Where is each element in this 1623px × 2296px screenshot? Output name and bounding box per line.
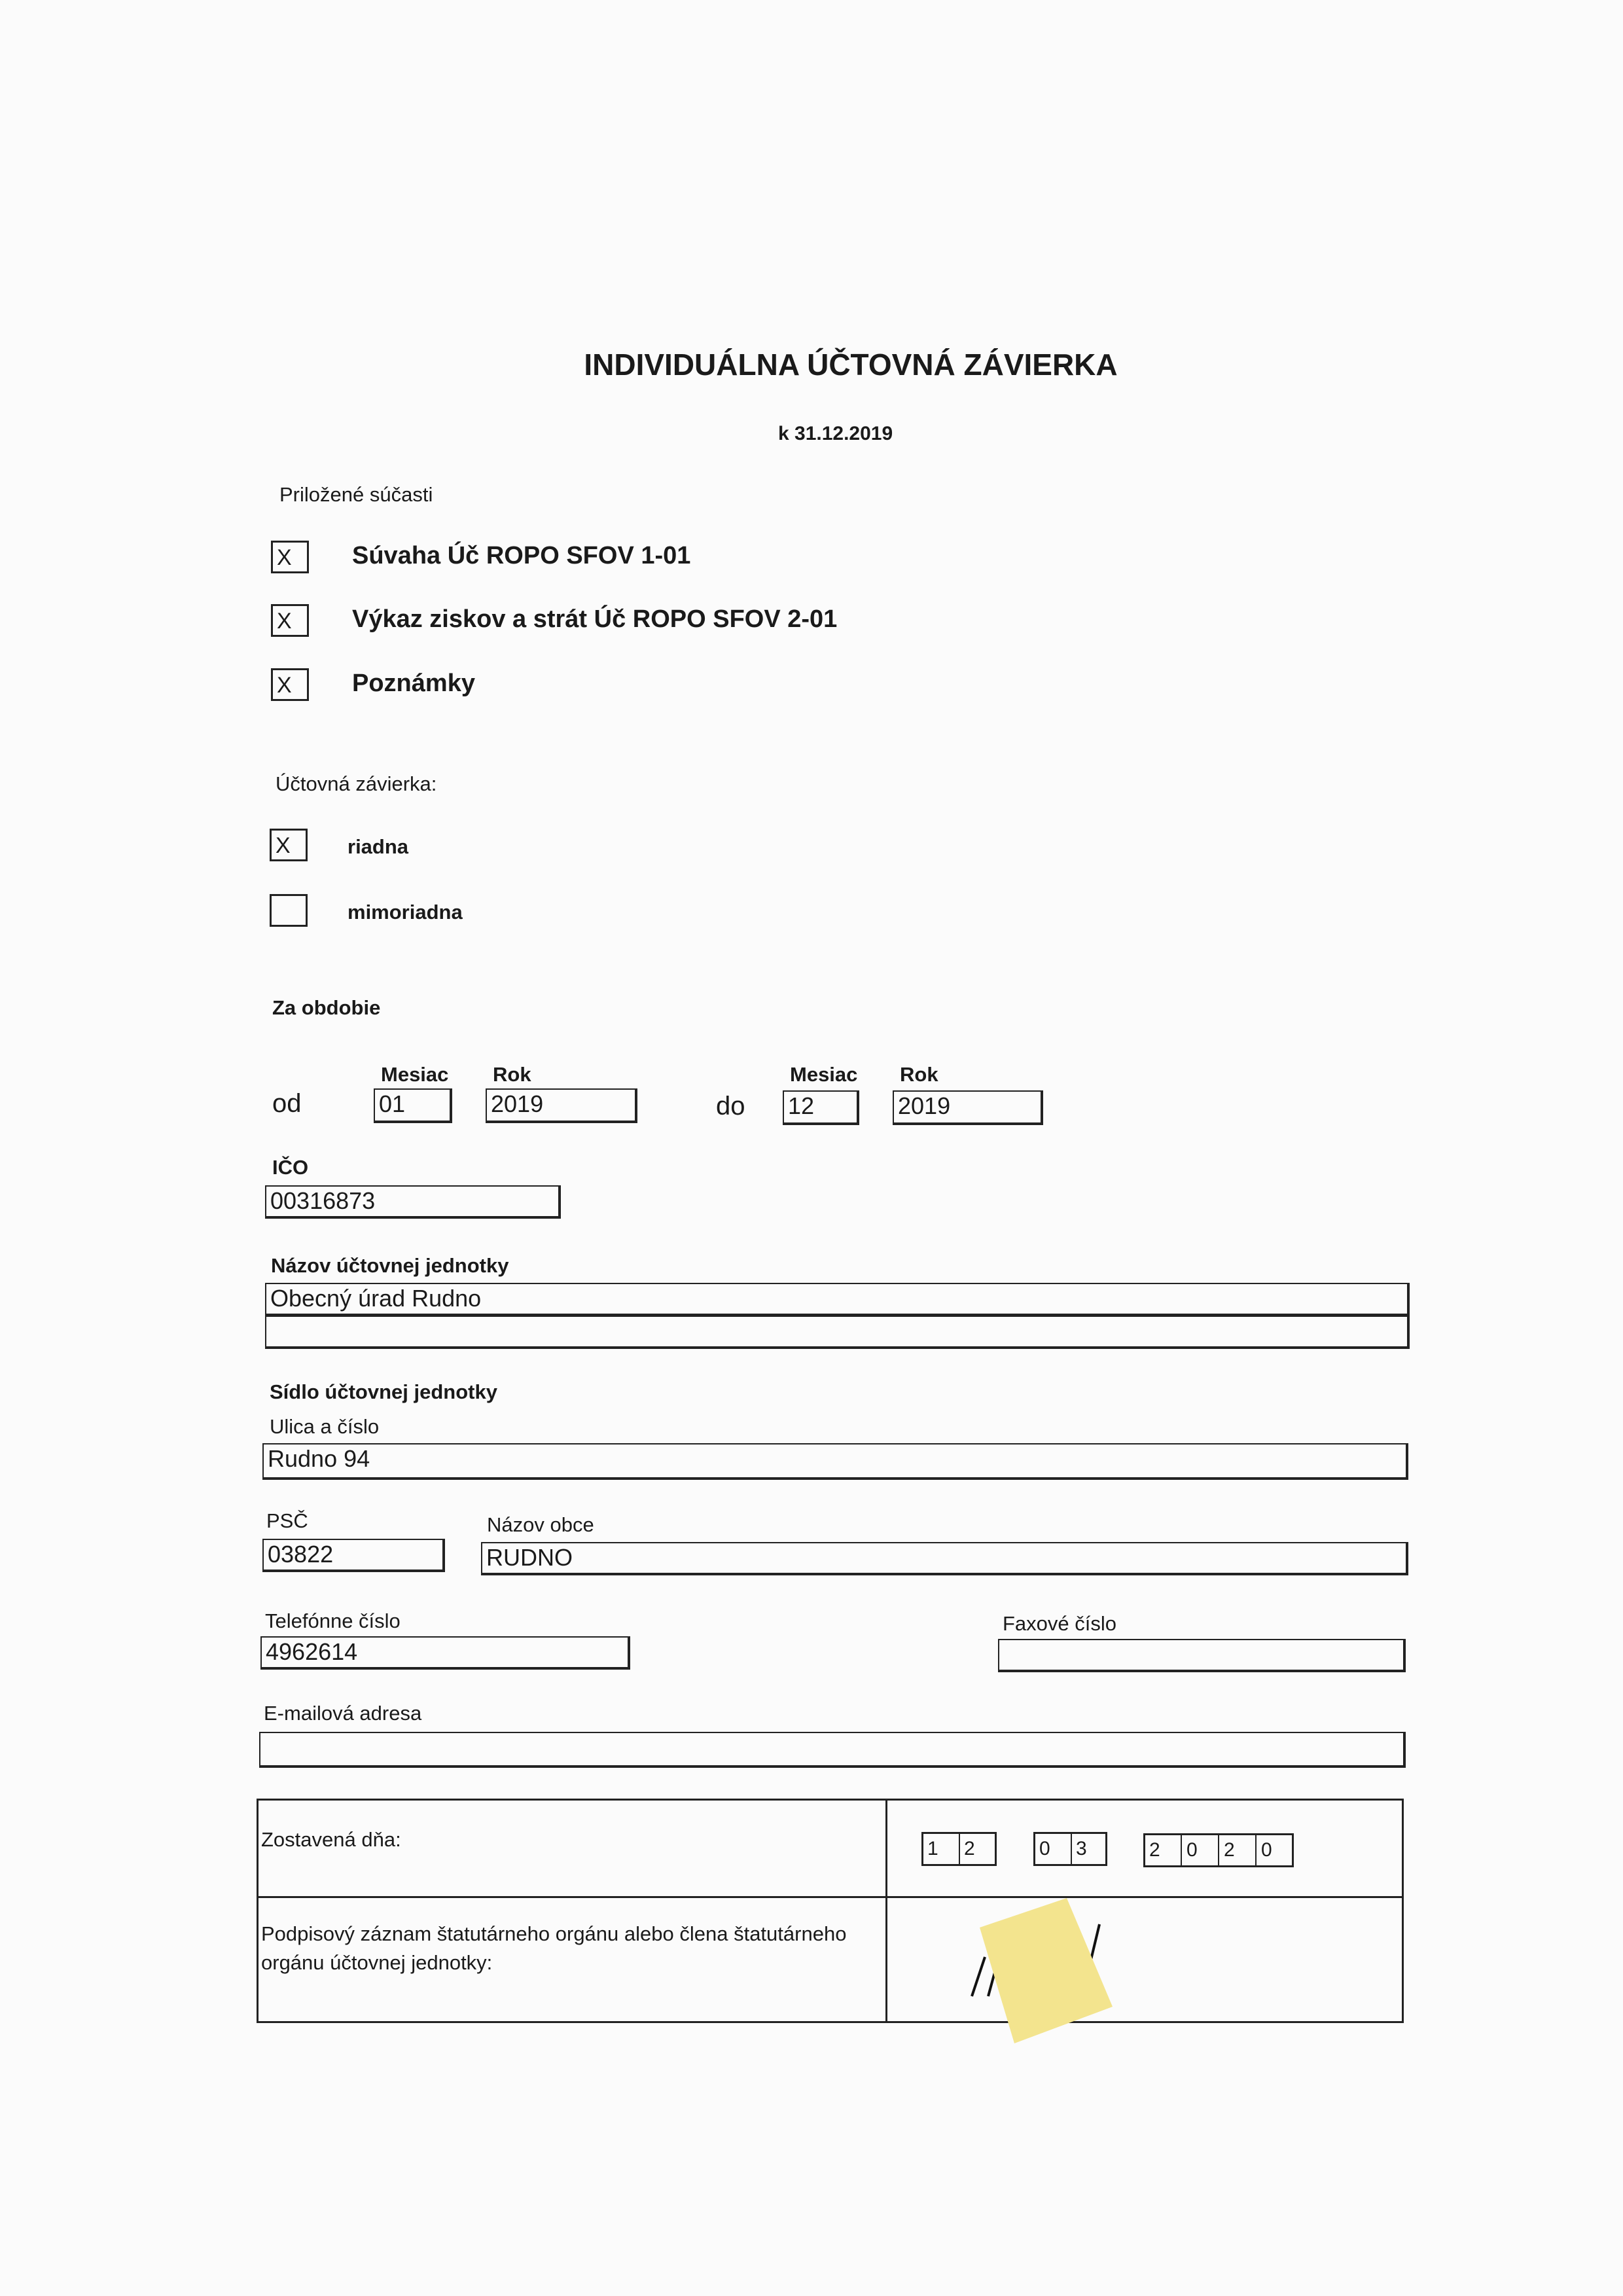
page-title: INDIVIDUÁLNA ÚČTOVNÁ ZÁVIERKA — [584, 348, 1118, 382]
from-month-label: Mesiac — [381, 1063, 449, 1086]
from-year-field[interactable]: 2019 — [486, 1088, 637, 1123]
label-income-statement: Výkaz ziskov a strát Úč ROPO SFOV 2-01 — [352, 605, 838, 633]
to-month-label: Mesiac — [790, 1063, 858, 1086]
to-year-field[interactable]: 2019 — [893, 1090, 1043, 1125]
period-label: Za obdobie — [272, 996, 381, 1019]
signoff-table — [257, 1799, 1404, 2023]
address-label: Sídlo účtovnej jednotky — [270, 1380, 497, 1403]
signature-label-2: orgánu účtovnej jednotky: — [261, 1951, 493, 1974]
zip-field[interactable]: 03822 — [262, 1539, 445, 1572]
label-balance-sheet: Súvaha Úč ROPO SFOV 1-01 — [352, 542, 691, 569]
signature-with-sticky-note — [949, 1885, 1145, 2062]
city-label: Názov obce — [487, 1513, 594, 1536]
entity-name-label: Názov účtovnej jednotky — [271, 1254, 509, 1277]
checkbox-balance-sheet[interactable]: X — [271, 541, 309, 573]
year-digit: 0 — [1261, 1839, 1272, 1861]
compiled-month-field[interactable] — [1033, 1832, 1107, 1866]
sticky-note — [980, 1898, 1113, 2043]
day-digit: 1 — [923, 1834, 960, 1864]
city-field[interactable]: RUDNO — [481, 1542, 1408, 1575]
month-digit: 3 — [1076, 1838, 1087, 1859]
compiled-year-field[interactable] — [1143, 1833, 1294, 1867]
attachments-label: Priložené súčasti — [279, 483, 433, 506]
year-digit: 2 — [1220, 1835, 1257, 1865]
entity-name-field-1[interactable]: Obecný úrad Rudno — [265, 1283, 1410, 1316]
to-label: do — [716, 1092, 745, 1121]
street-label: Ulica a číslo — [270, 1415, 380, 1438]
checkbox-income-statement[interactable]: X — [271, 604, 309, 637]
checkbox-notes[interactable]: X — [271, 668, 309, 701]
day-digit: 2 — [964, 1838, 975, 1859]
phone-field[interactable]: 4962614 — [260, 1636, 630, 1670]
table-divider-vertical — [885, 1801, 887, 2021]
compiled-day-field[interactable] — [921, 1832, 997, 1866]
fax-field[interactable] — [998, 1639, 1406, 1672]
compiled-label: Zostavená dňa: — [261, 1828, 401, 1851]
year-digit: 2 — [1145, 1835, 1182, 1865]
closing-type-label: Účtovná závierka: — [276, 772, 437, 795]
month-digit: 0 — [1035, 1834, 1072, 1864]
ico-field[interactable]: 00316873 — [265, 1185, 561, 1219]
to-month-field[interactable]: 12 — [783, 1090, 859, 1125]
entity-name-field-2[interactable] — [265, 1316, 1410, 1349]
checkbox-extraordinary[interactable] — [270, 894, 308, 927]
label-regular: riadna — [348, 835, 409, 858]
street-field[interactable]: Rudno 94 — [262, 1443, 1408, 1480]
from-year-label: Rok — [493, 1063, 531, 1086]
fax-label: Faxové číslo — [1003, 1612, 1117, 1635]
email-field[interactable] — [259, 1732, 1406, 1768]
email-label: E-mailová adresa — [264, 1702, 422, 1725]
checkbox-regular[interactable]: X — [270, 829, 308, 861]
statement-date: k 31.12.2019 — [778, 423, 893, 444]
phone-label: Telefónne číslo — [265, 1609, 401, 1632]
table-divider-horizontal — [259, 1896, 1402, 1898]
ico-label: IČO — [272, 1156, 309, 1179]
signature-label-1: Podpisový záznam štatutárneho orgánu alebo člena štatutárneho — [261, 1922, 847, 1945]
label-notes: Poznámky — [352, 670, 475, 697]
zip-label: PSČ — [266, 1509, 308, 1532]
year-digit: 0 — [1183, 1835, 1219, 1865]
to-year-label: Rok — [900, 1063, 938, 1086]
label-extraordinary: mimoriadna — [348, 901, 463, 924]
from-label: od — [272, 1089, 302, 1118]
from-month-field[interactable]: 01 — [374, 1088, 452, 1123]
